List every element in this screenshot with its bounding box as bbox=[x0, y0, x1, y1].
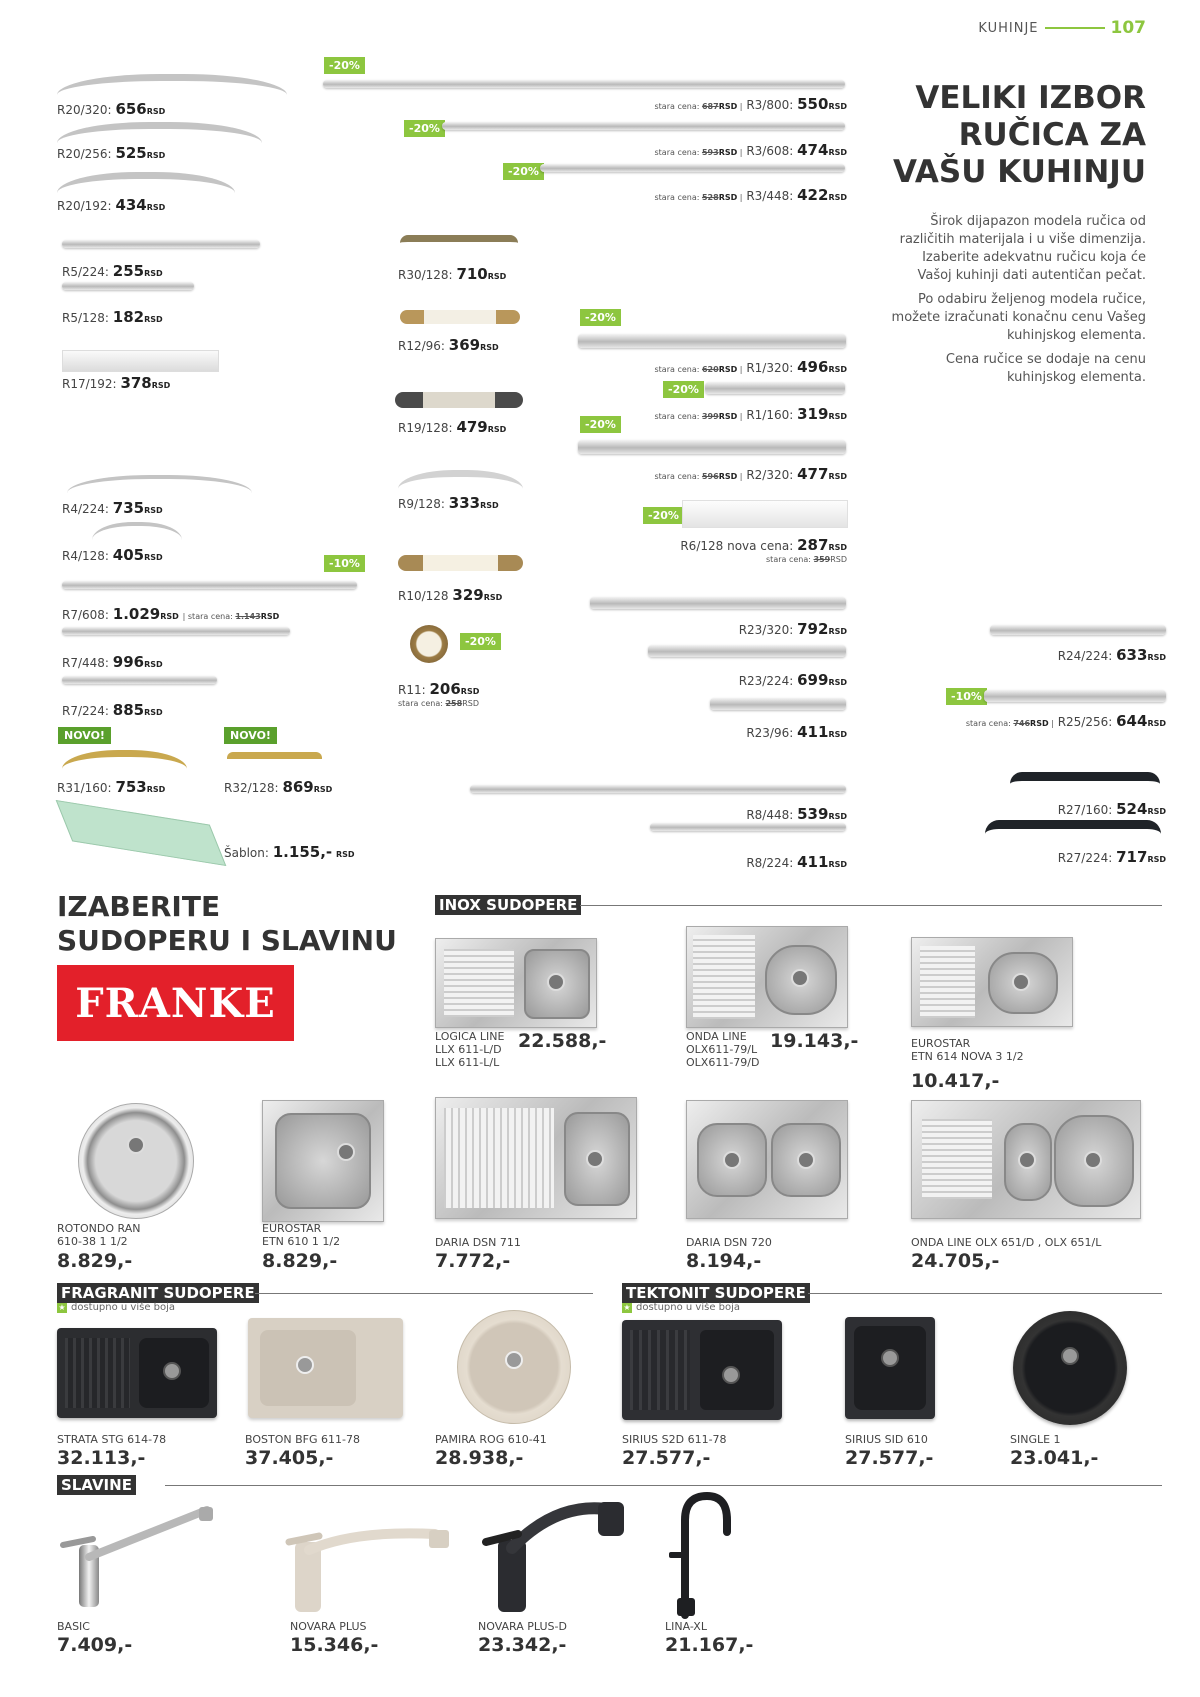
handle-r2-320-image bbox=[578, 440, 846, 454]
sink-sirius-sid-name: SIRIUS SID 610 bbox=[845, 1433, 928, 1446]
handle-r12-96-image bbox=[400, 310, 520, 324]
handle-r25-256: stara cena: 746RSD | R25/256: 644RSD bbox=[965, 712, 1166, 730]
handle-r5-128: R5/128: 182RSD bbox=[62, 308, 163, 326]
sink-rotondo-name: ROTONDO RAN 610-38 1 1/2 bbox=[57, 1222, 141, 1248]
handle-r5-224: R5/224: 255RSD bbox=[62, 262, 163, 280]
tap-lina-xl-price: 21.167,- bbox=[665, 1634, 754, 1656]
handle-r24-224: R24/224: 633RSD bbox=[1057, 646, 1166, 664]
page-header bbox=[978, 18, 1146, 38]
sink-single1-image bbox=[1013, 1311, 1127, 1425]
handle-r19-128-image bbox=[395, 392, 523, 408]
fragranit-section-label: FRAGRANIT SUDOPERE bbox=[57, 1283, 259, 1303]
handle-r11-old-price: stara cena: 258RSD bbox=[398, 699, 479, 708]
handle-r7-448: R7/448: 996RSD bbox=[62, 653, 163, 671]
star-icon: ★ bbox=[623, 1302, 631, 1312]
tap-novara-plus-image bbox=[285, 1512, 455, 1617]
handle-r8-448-image bbox=[470, 785, 846, 793]
sink-daria-dsn711-image bbox=[435, 1097, 637, 1219]
handle-r3-608: stara cena: 593RSD | R3/608: 474RSD bbox=[654, 141, 847, 159]
franke-logo: FRANKE bbox=[57, 965, 294, 1041]
sinks-title: IZABERITE SUDOPERU I SLAVINU bbox=[57, 890, 397, 957]
discount-badge-r7-608: -10% bbox=[324, 555, 365, 572]
sink-eurostar-etn614-price: 10.417,- bbox=[911, 1070, 1000, 1092]
sink-onda-line-image bbox=[686, 926, 848, 1028]
discount-badge-r11: -20% bbox=[460, 633, 501, 650]
tap-basic-name: BASIC bbox=[57, 1620, 90, 1633]
tap-lina-xl-name: LINA-XL bbox=[665, 1620, 707, 1633]
handle-r10-128-image bbox=[398, 555, 523, 571]
sink-daria-dsn711-name: DARIA DSN 711 bbox=[435, 1236, 521, 1249]
handle-r3-800: stara cena: 687RSD | R3/800: 550RSD bbox=[654, 95, 847, 113]
handle-r23-224-image bbox=[648, 645, 846, 657]
handle-r2-320: stara cena: 596RSD | R2/320: 477RSD bbox=[654, 465, 847, 483]
handle-r30-128: R30/128: 710RSD bbox=[398, 265, 507, 283]
intro-text: Širok dijapazon modela ručica od različitih materijala i u više dimenzija. Izaberite adekvatnu ručicu koja će Vašoj kuhinji dati autentičan pečat. Po odabiru željenog modela ručice, možete izračunati konačnu cenu Vašeg kuhinjskog elementa. Cena ručice se dodaje na cenu kuhinjskog elementa. bbox=[891, 214, 1146, 385]
discount-badge-r3-800: -20% bbox=[324, 57, 365, 74]
section-name: KUHINJE bbox=[978, 20, 1039, 36]
handle-r27-160: R27/160: 524RSD bbox=[1057, 800, 1166, 818]
tap-lina-xl-image bbox=[655, 1490, 745, 1620]
discount-badge-r1-320: -20% bbox=[580, 309, 621, 326]
tap-novara-plus-d-price: 23.342,- bbox=[478, 1634, 567, 1656]
handle-r25-256-image bbox=[984, 690, 1166, 702]
handle-r4-224-image bbox=[67, 475, 252, 493]
handle-r23-320-image bbox=[590, 597, 846, 609]
handle-r8-448: R8/448: 539RSD bbox=[746, 805, 847, 823]
tektonit-section-line bbox=[808, 1293, 1162, 1294]
handle-r20-256: R20/256: 525RSD bbox=[57, 144, 166, 162]
sink-pamira-image bbox=[457, 1310, 571, 1424]
handle-r9-128-image bbox=[398, 470, 523, 489]
handle-r7-224: R7/224: 885RSD bbox=[62, 701, 163, 719]
handle-r27-160-image bbox=[1010, 772, 1160, 791]
tap-basic-image bbox=[57, 1505, 217, 1615]
handle-r17-192-image bbox=[62, 350, 219, 372]
handle-r20-320-image bbox=[57, 74, 287, 95]
handle-r7-448-image bbox=[62, 627, 290, 635]
sink-eurostar-etn610-image bbox=[262, 1100, 384, 1222]
sink-onda-olx651-name: ONDA LINE OLX 651/D , OLX 651/L bbox=[911, 1236, 1102, 1249]
template-sablon: Šablon: 1.155,- RSD bbox=[224, 843, 355, 861]
sink-daria-dsn711-price: 7.772,- bbox=[435, 1250, 511, 1272]
sink-onda-line-price: 19.143,- bbox=[770, 1030, 859, 1052]
handle-r31-160-image bbox=[62, 750, 187, 769]
handle-r24-224-image bbox=[990, 625, 1166, 635]
handle-r3-608-image bbox=[442, 122, 845, 130]
sink-pamira-price: 28.938,- bbox=[435, 1447, 524, 1469]
knob-r11-image bbox=[410, 625, 448, 663]
handle-r27-224: R27/224: 717RSD bbox=[1057, 848, 1166, 866]
sink-strata-price: 32.113,- bbox=[57, 1447, 146, 1469]
header-rule bbox=[1045, 27, 1105, 29]
sink-sirius-s2d-image bbox=[622, 1320, 782, 1420]
tap-novara-plus-price: 15.346,- bbox=[290, 1634, 379, 1656]
sink-eurostar-etn614-image bbox=[911, 937, 1073, 1027]
handle-r20-192: R20/192: 434RSD bbox=[57, 196, 166, 214]
sink-onda-olx651-image bbox=[911, 1100, 1141, 1219]
handle-r32-128-image bbox=[227, 752, 322, 769]
discount-badge-r3-608: -20% bbox=[404, 120, 445, 137]
sink-strata-name: STRATA STG 614-78 bbox=[57, 1433, 167, 1446]
handle-r1-160: stara cena: 399RSD | R1/160: 319RSD bbox=[654, 405, 847, 423]
handle-r23-320: R23/320: 792RSD bbox=[738, 620, 847, 638]
sink-daria-dsn720-image bbox=[686, 1100, 848, 1219]
tap-novara-plus-name: NOVARA PLUS bbox=[290, 1620, 367, 1633]
handle-r7-224-image bbox=[62, 676, 217, 684]
tap-novara-plus-d-image bbox=[478, 1490, 633, 1615]
handle-r20-320: R20/320: 656RSD bbox=[57, 100, 166, 118]
handle-r20-256-image bbox=[57, 122, 262, 143]
inox-section-line bbox=[580, 905, 1162, 906]
handle-r10-128: R10/128 329RSD bbox=[398, 586, 503, 604]
sink-eurostar-etn610-price: 8.829,- bbox=[262, 1250, 338, 1272]
handle-r20-192-image bbox=[57, 172, 235, 193]
handle-r3-448-image bbox=[540, 164, 845, 172]
sink-rotondo-image bbox=[78, 1103, 194, 1219]
handle-r23-96: R23/96: 411RSD bbox=[746, 723, 847, 741]
discount-badge-r25-256: -10% bbox=[946, 688, 987, 705]
sink-sirius-sid-image bbox=[845, 1317, 935, 1419]
handle-r6-128: R6/128 nova cena: 287RSD bbox=[680, 536, 847, 554]
inox-section-label: INOX SUDOPERE bbox=[435, 895, 581, 915]
handle-r3-448: stara cena: 528RSD | R3/448: 422RSD bbox=[654, 186, 847, 204]
sink-sirius-s2d-name: SIRIUS S2D 611-78 bbox=[622, 1433, 727, 1446]
discount-badge-r6-128: -20% bbox=[643, 507, 684, 524]
fragranit-section-line bbox=[255, 1293, 593, 1294]
handle-r12-96: R12/96: 369RSD bbox=[398, 336, 499, 354]
sink-eurostar-etn610-name: EUROSTAR ETN 610 1 1/2 bbox=[262, 1222, 341, 1248]
fragranit-colors-note: ★ dostupno u više boja bbox=[58, 1302, 176, 1313]
sink-logica-line-name: LOGICA LINE LLX 611-L/D LLX 611-L/L bbox=[435, 1030, 505, 1069]
star-icon: ★ bbox=[58, 1302, 66, 1312]
handle-r5-128-image bbox=[62, 282, 194, 290]
sink-logica-line-image bbox=[435, 938, 597, 1028]
sink-onda-olx651-price: 24.705,- bbox=[911, 1250, 1000, 1272]
handle-r1-320-image bbox=[578, 334, 846, 348]
handle-r1-160-image bbox=[705, 382, 845, 394]
handle-r4-128: R4/128: 405RSD bbox=[62, 546, 163, 564]
handle-r3-800-image bbox=[323, 80, 845, 88]
discount-badge-r2-320: -20% bbox=[580, 416, 621, 433]
handle-r19-128: R19/128: 479RSD bbox=[398, 418, 507, 436]
sink-single1-name: SINGLE 1 bbox=[1010, 1433, 1061, 1446]
handle-r4-128-image bbox=[92, 522, 182, 540]
sink-pamira-name: PAMIRA ROG 610-41 bbox=[435, 1433, 547, 1446]
handle-r23-224: R23/224: 699RSD bbox=[738, 671, 847, 689]
handle-r8-224-image bbox=[650, 823, 846, 831]
handle-r17-192: R17/192: 378RSD bbox=[62, 374, 171, 392]
sink-boston-price: 37.405,- bbox=[245, 1447, 334, 1469]
sink-single1-price: 23.041,- bbox=[1010, 1447, 1099, 1469]
handle-r11: R11: 206RSD bbox=[398, 680, 480, 698]
sink-onda-line-name: ONDA LINE OLX611-79/L OLX611-79/D bbox=[686, 1030, 760, 1069]
sink-rotondo-price: 8.829,- bbox=[57, 1250, 133, 1272]
handle-r7-608: R7/608: 1.029RSD | stara cena: 1.143RSD bbox=[62, 605, 280, 623]
sink-boston-image bbox=[248, 1318, 403, 1418]
sink-daria-dsn720-name: DARIA DSN 720 bbox=[686, 1236, 772, 1249]
tektonit-section-label: TEKTONIT SUDOPERE bbox=[622, 1283, 810, 1303]
sink-sirius-s2d-price: 27.577,- bbox=[622, 1447, 711, 1469]
handle-r7-608-image bbox=[62, 581, 357, 589]
handle-r32-128: R32/128: 869RSD bbox=[224, 778, 333, 796]
handle-r8-224: R8/224: 411RSD bbox=[746, 853, 847, 871]
tap-novara-plus-d-name: NOVARA PLUS-D bbox=[478, 1620, 567, 1633]
slavine-section-line bbox=[165, 1485, 1162, 1486]
discount-badge-r1-160: -20% bbox=[663, 381, 704, 398]
handle-r31-160: R31/160: 753RSD bbox=[57, 778, 166, 796]
handle-r5-224-image bbox=[62, 240, 260, 248]
sink-eurostar-etn614-name: EUROSTAR ETN 614 NOVA 3 1/2 bbox=[911, 1037, 1024, 1063]
discount-badge-r3-448: -20% bbox=[503, 163, 544, 180]
tap-basic-price: 7.409,- bbox=[57, 1634, 133, 1656]
page-number: 107 bbox=[1110, 18, 1146, 38]
slavine-section-label: SLAVINE bbox=[57, 1475, 136, 1495]
handle-r1-320: stara cena: 620RSD | R1/320: 496RSD bbox=[654, 358, 847, 376]
handle-r6-128-image bbox=[682, 500, 848, 528]
sink-daria-dsn720-price: 8.194,- bbox=[686, 1250, 762, 1272]
template-sablon-image bbox=[56, 800, 227, 866]
sink-boston-name: BOSTON BFG 611-78 bbox=[245, 1433, 360, 1446]
sink-logica-line-price: 22.588,- bbox=[518, 1030, 607, 1052]
handle-r4-224: R4/224: 735RSD bbox=[62, 499, 163, 517]
handle-r23-96-image bbox=[710, 698, 846, 710]
sink-sirius-sid-price: 27.577,- bbox=[845, 1447, 934, 1469]
intro-title: VELIKI IZBOR RUČICA ZA VAŠU KUHINJU bbox=[893, 80, 1146, 190]
handle-r30-128-image bbox=[400, 235, 518, 252]
sink-strata-image bbox=[57, 1328, 217, 1418]
tektonit-colors-note: ★ dostupno u više boja bbox=[623, 1302, 741, 1313]
handle-r6-128-old-price: stara cena: 359RSD bbox=[766, 555, 847, 564]
novo-badge-r31: NOVO! bbox=[58, 727, 111, 744]
handle-r9-128: R9/128: 333RSD bbox=[398, 494, 499, 512]
novo-badge-r32: NOVO! bbox=[224, 727, 277, 744]
handle-r27-224-image bbox=[985, 820, 1161, 841]
